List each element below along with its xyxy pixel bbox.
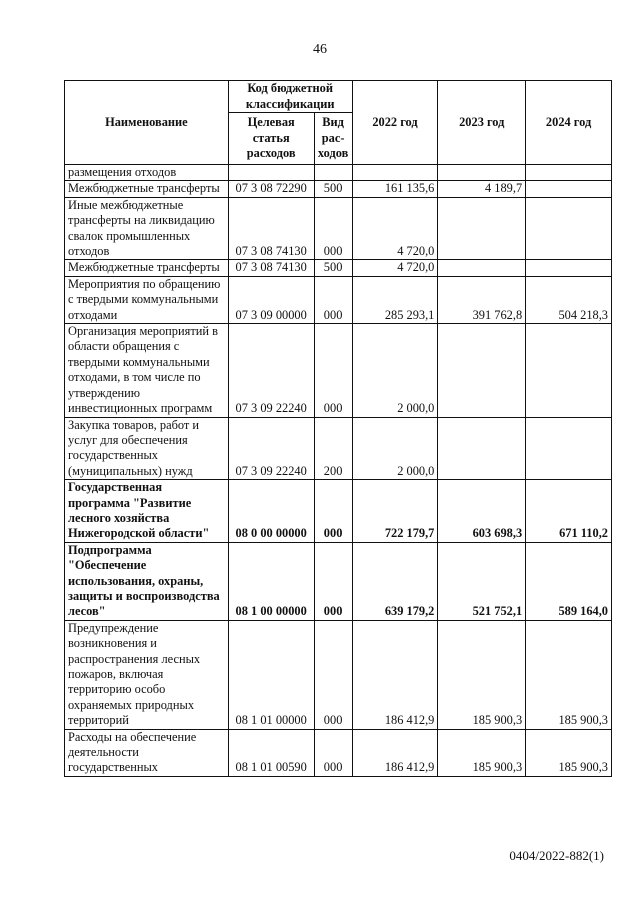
row-2024: 185 900,3 <box>526 729 612 776</box>
row-2022: 4 720,0 <box>352 260 438 276</box>
row-code <box>228 165 314 181</box>
row-type: 000 <box>314 276 352 323</box>
row-type: 000 <box>314 480 352 543</box>
row-2024 <box>526 197 612 260</box>
row-2024: 185 900,3 <box>526 620 612 729</box>
row-2023 <box>438 324 526 417</box>
row-2022: 186 412,9 <box>352 620 438 729</box>
row-2022: 186 412,9 <box>352 729 438 776</box>
row-type: 500 <box>314 181 352 197</box>
row-2023: 4 189,7 <box>438 181 526 197</box>
row-2022: 2 000,0 <box>352 324 438 417</box>
row-code: 07 3 08 72290 <box>228 181 314 197</box>
row-type: 000 <box>314 620 352 729</box>
row-name: Иные межбюджетные трансферты на ликвидацию свалок промышленных отходов <box>65 197 229 260</box>
row-2023: 391 762,8 <box>438 276 526 323</box>
row-2024 <box>526 324 612 417</box>
row-name: Государственная программа "Развитие лесного хозяйства Нижегородской области" <box>65 480 229 543</box>
row-2023 <box>438 417 526 480</box>
row-type: 500 <box>314 260 352 276</box>
row-code: 07 3 09 22240 <box>228 324 314 417</box>
row-name: Мероприятия по обращению с твердыми коммунальными отходами <box>65 276 229 323</box>
row-2023: 185 900,3 <box>438 729 526 776</box>
table-row <box>65 260 612 276</box>
row-2024 <box>526 260 612 276</box>
row-name: Расходы на обеспечение деятельности государственных <box>65 729 229 776</box>
row-2023 <box>438 197 526 260</box>
table-row <box>65 181 612 197</box>
row-name: Организация мероприятий в области обращения с твердыми коммунальными отходами, в том числе по утверждению инвестиционных программ <box>65 324 229 417</box>
row-2024 <box>526 165 612 181</box>
row-code: 08 1 00 00000 <box>228 542 314 620</box>
row-type: 200 <box>314 417 352 480</box>
row-name: Межбюджетные трансферты <box>65 260 229 276</box>
table-row <box>65 620 612 729</box>
row-type: 000 <box>314 324 352 417</box>
row-code: 07 3 08 74130 <box>228 260 314 276</box>
row-name: Межбюджетные трансферты <box>65 181 229 197</box>
row-code: 07 3 09 00000 <box>228 276 314 323</box>
document-code: 0404/2022-882(1) <box>509 848 604 863</box>
row-name: Закупка товаров, работ и услуг для обеспечения государственных (муниципальных) нужд <box>65 417 229 480</box>
header-year-2024: 2024 год <box>526 81 612 165</box>
row-2022: 161 135,6 <box>352 181 438 197</box>
row-type: 000 <box>314 542 352 620</box>
row-name: Подпрограмма "Обеспечение использования, охраны, защиты и воспроизводства лесов" <box>65 542 229 620</box>
row-2022: 722 179,7 <box>352 480 438 543</box>
header-expense-type: Вид рас-ходов <box>314 113 352 165</box>
row-code: 08 1 01 00590 <box>228 729 314 776</box>
row-name: размещения отходов <box>65 165 229 181</box>
row-2024: 589 164,0 <box>526 542 612 620</box>
header-code-group: Код бюджетной классификации <box>228 81 352 113</box>
table-row <box>65 276 612 323</box>
row-code: 08 1 01 00000 <box>228 620 314 729</box>
row-2022: 4 720,0 <box>352 197 438 260</box>
row-2024 <box>526 417 612 480</box>
table-row <box>65 729 612 776</box>
page-number: 46 <box>313 42 327 57</box>
row-2023 <box>438 260 526 276</box>
table-row <box>65 542 612 620</box>
row-type: 000 <box>314 729 352 776</box>
table-row <box>65 324 612 417</box>
row-2024: 671 110,2 <box>526 480 612 543</box>
header-target-article: Целевая статья расходов <box>228 113 314 165</box>
row-2023: 521 752,1 <box>438 542 526 620</box>
row-name: Предупреждение возникновения и распространения лесных пожаров, включая территорию особо охраняемых природных территорий <box>65 620 229 729</box>
row-type: 000 <box>314 197 352 260</box>
row-2023: 603 698,3 <box>438 480 526 543</box>
row-2022: 2 000,0 <box>352 417 438 480</box>
row-code: 08 0 00 00000 <box>228 480 314 543</box>
row-2023 <box>438 165 526 181</box>
budget-table <box>64 80 612 777</box>
header-name: Наименование <box>65 81 229 165</box>
row-2022: 639 179,2 <box>352 542 438 620</box>
row-code: 07 3 08 74130 <box>228 197 314 260</box>
header-year-2023: 2023 год <box>438 81 526 165</box>
row-2022 <box>352 165 438 181</box>
row-2024: 504 218,3 <box>526 276 612 323</box>
table-row <box>65 197 612 260</box>
row-2022: 285 293,1 <box>352 276 438 323</box>
header-year-2022: 2022 год <box>352 81 438 165</box>
table-row <box>65 480 612 543</box>
row-code: 07 3 09 22240 <box>228 417 314 480</box>
row-2024 <box>526 181 612 197</box>
table-row <box>65 165 612 181</box>
table-row <box>65 417 612 480</box>
row-type <box>314 165 352 181</box>
row-2023: 185 900,3 <box>438 620 526 729</box>
